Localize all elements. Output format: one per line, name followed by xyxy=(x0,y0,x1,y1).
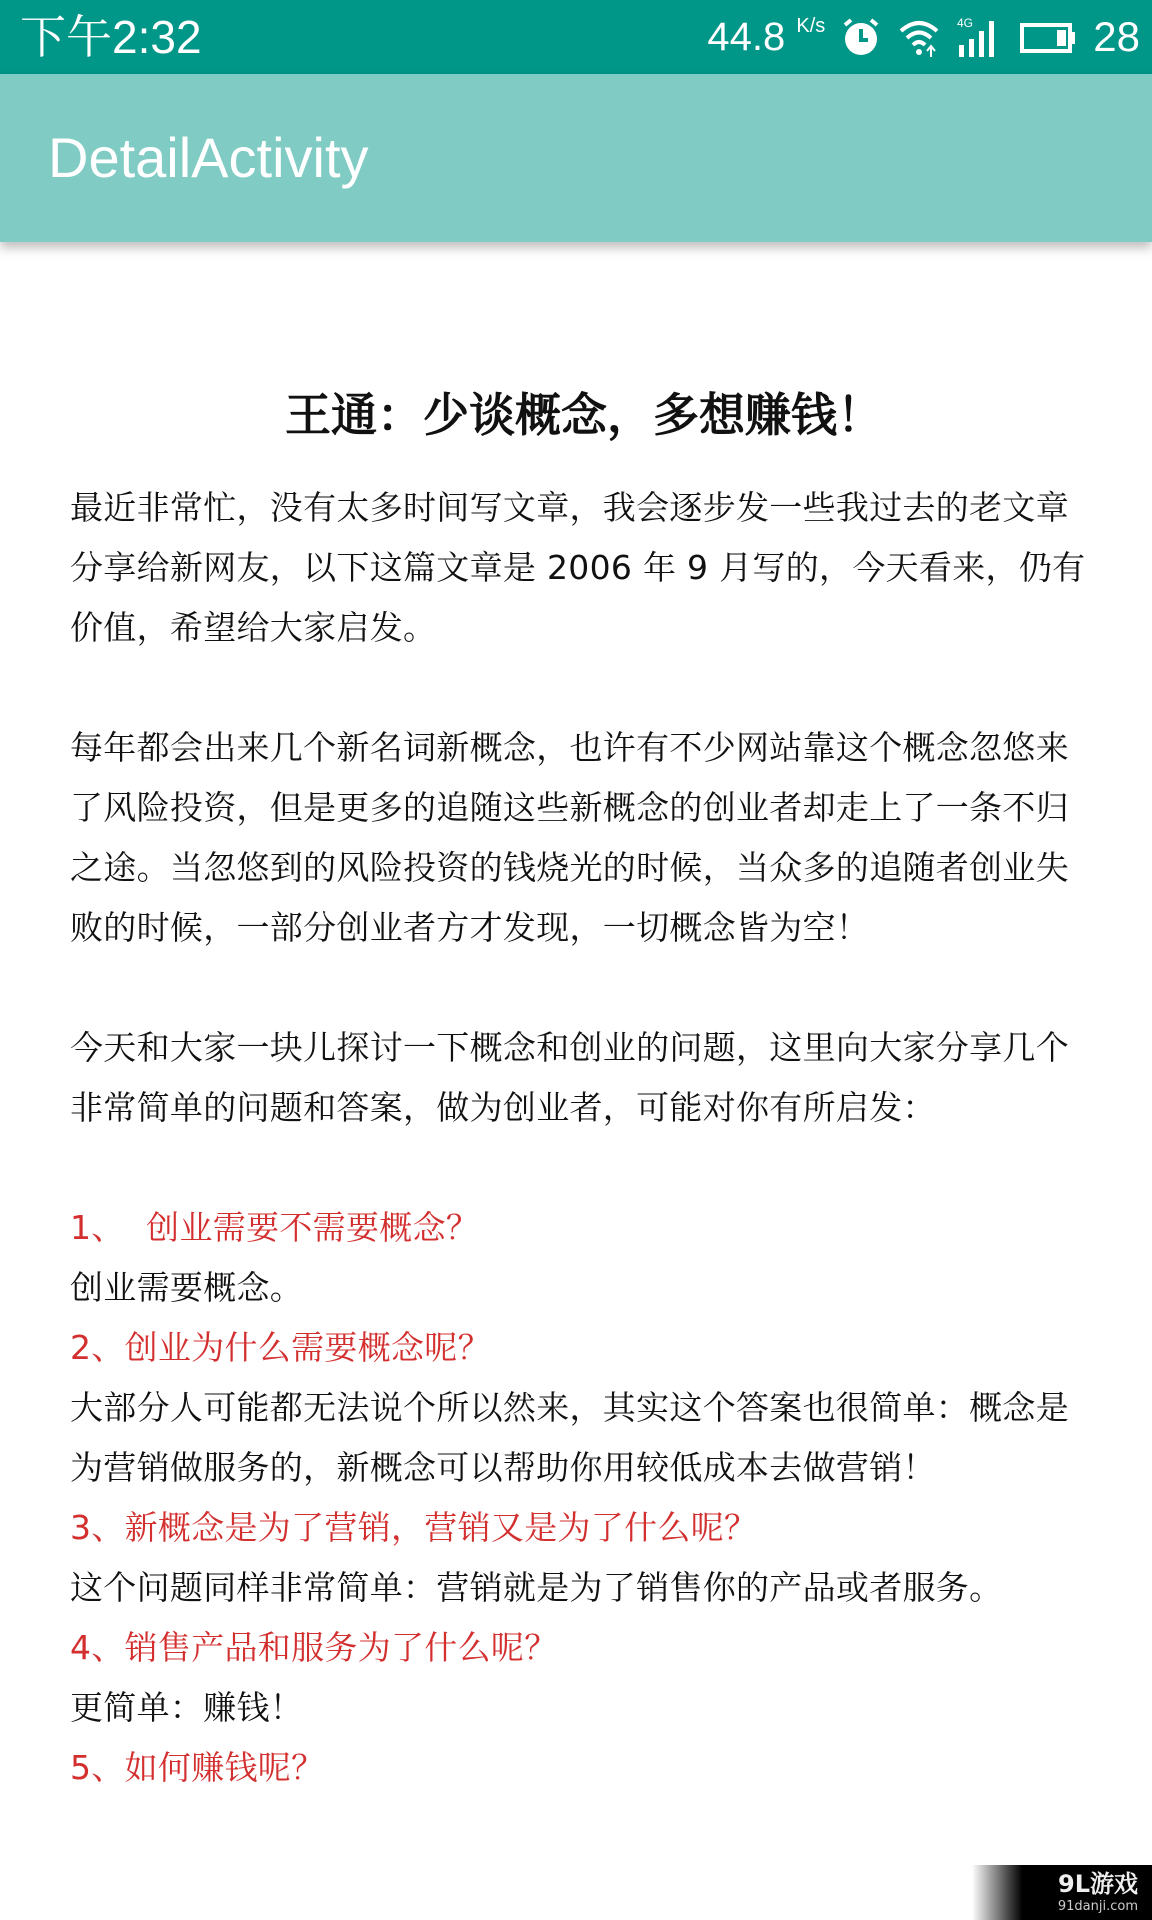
battery-icon xyxy=(1019,15,1079,59)
question-heading: 3、新概念是为了营销，营销又是为了什么呢？ xyxy=(70,1508,758,1547)
answer-text: 更简单：赚钱！ xyxy=(70,1688,304,1727)
status-time: 下午2:32 xyxy=(20,11,202,63)
article-paragraph: 最近非常忙，没有太多时间写文章，我会逐步发一些我过去的老文章分享给新网友，以下这篇文章是 2006 年 9 月写的，今天看来，仍有价值，希望给大家启发。 xyxy=(70,488,1086,647)
svg-text:4G: 4G xyxy=(957,16,974,30)
paragraph-gap xyxy=(70,958,1090,1018)
article-paragraph: 每年都会出来几个新名词新概念，也许有不少网站靠这个概念忽悠来了风险投资，但是更多的追随这些新概念的创业者却走上了一条不归之途。当忽悠到的风险投资的钱烧光的时候，当众多的追随者创业失败的时候，一部分创业者方才发现，一切概念皆为空！ xyxy=(70,728,1069,947)
battery-level: 28 xyxy=(1093,13,1140,60)
article xyxy=(70,380,1090,1798)
watermark xyxy=(972,1865,1152,1920)
answer-text: 创业需要概念。 xyxy=(70,1268,304,1307)
paragraph-gap xyxy=(70,1138,1090,1198)
app-title: DetailActivity xyxy=(48,126,369,189)
answer-text: 大部分人可能都无法说个所以然来，其实这个答案也很简单：概念是为营销做服务的，新概念可以帮助你用较低成本去做营销！ xyxy=(70,1388,1069,1487)
watermark-url: 91danji.com xyxy=(1057,1899,1138,1914)
signal-4g-icon xyxy=(955,15,1005,59)
article-title: 王通：少谈概念，多想赚钱！ xyxy=(285,388,883,442)
status-bar xyxy=(0,0,1152,74)
app-bar xyxy=(0,74,1152,242)
status-icons xyxy=(707,8,1140,66)
question-heading: 5、如何赚钱呢？ xyxy=(70,1748,325,1787)
watermark-logo: 9L游戏 xyxy=(1058,1870,1138,1898)
wifi-icon xyxy=(897,15,941,59)
alarm-icon xyxy=(839,15,883,59)
question-heading: 2、创业为什么需要概念呢？ xyxy=(70,1328,491,1367)
net-speed-unit: K/s xyxy=(796,14,826,37)
answer-text: 这个问题同样非常简单：营销就是为了销售你的产品或者服务。 xyxy=(70,1568,1003,1607)
question-heading: 4、销售产品和服务为了什么呢？ xyxy=(70,1628,558,1667)
paragraph-gap xyxy=(70,658,1090,718)
net-speed-value: 44.8 xyxy=(707,14,786,59)
article-paragraph: 今天和大家一块儿探讨一下概念和创业的问题，这里向大家分享几个非常简单的问题和答案，做为创业者，可能对你有所启发： xyxy=(70,1028,1069,1127)
net-speed xyxy=(707,15,825,60)
question-heading: 1、 创业需要不需要概念？ xyxy=(70,1208,480,1247)
